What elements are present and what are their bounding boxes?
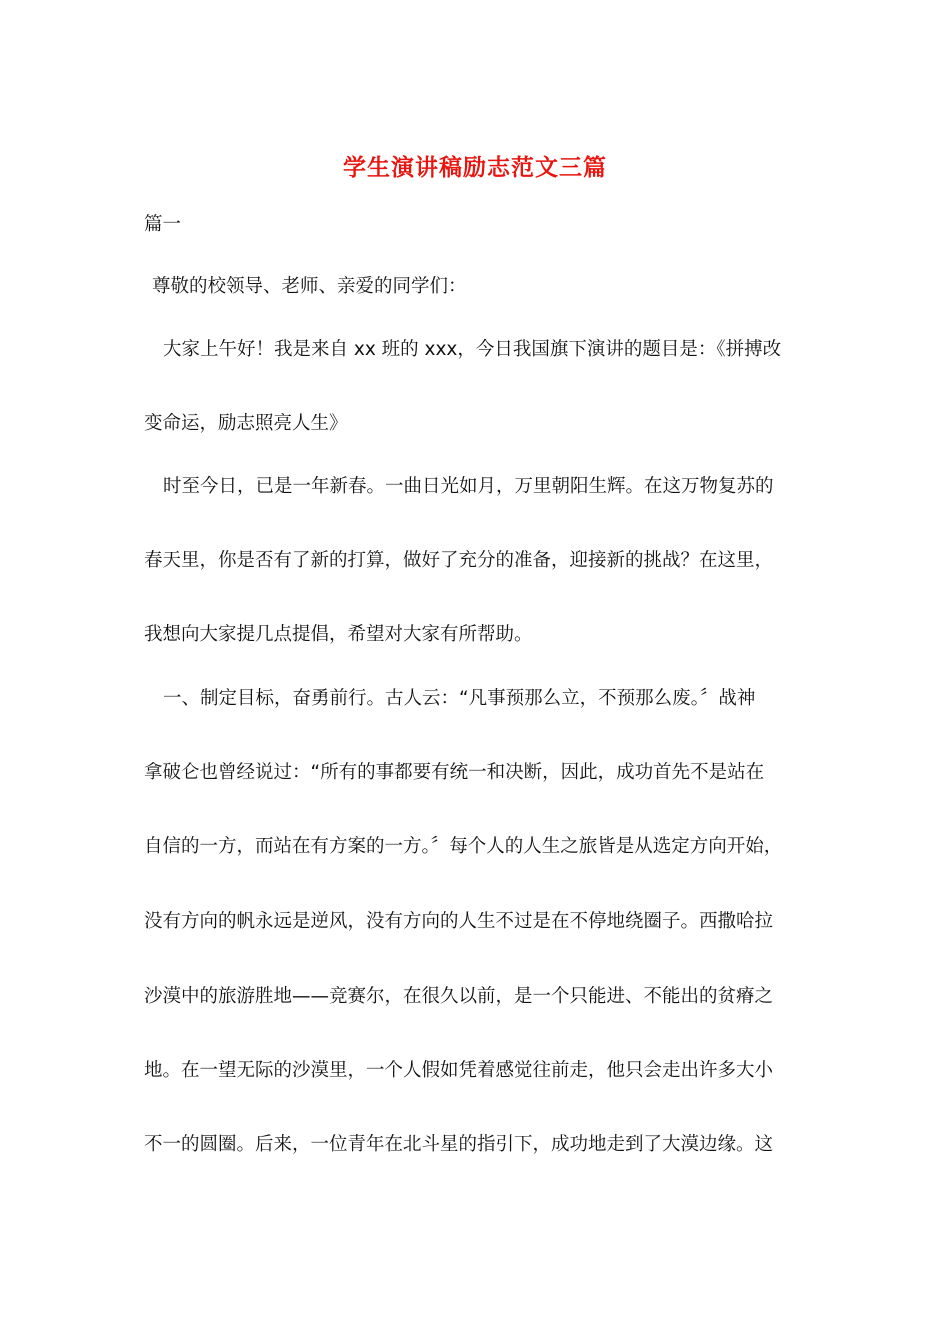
paragraph-line: 不一的圆圈。后来，一位青年在北斗星的指引下，成功地走到了大漠边缘。这 — [144, 1134, 774, 1155]
paragraph-line: 变命运，励志照亮人生》 — [144, 413, 348, 434]
paragraph-line: 拿破仑也曾经说过：“所有的事都要有统一和决断，因此，成功首先不是站在 — [144, 762, 765, 783]
paragraph-line: 沙漠中的旅游胜地——竞赛尔，在很久以前，是一个只能进、不能出的贫瘠之 — [144, 986, 774, 1007]
section-heading: 篇一 — [144, 214, 182, 235]
paragraph-line: 自信的一方，而站在有方案的一方。〞每个人的人生之旅皆是从选定方向开始， — [144, 836, 783, 857]
paragraph-line: 地。在一望无际的沙漠里，一个人假如凭着感觉往前走，他只会走出许多大小 — [144, 1060, 774, 1081]
paragraph-line: 没有方向的帆永远是逆风，没有方向的人生不过是在不停地绕圈子。西撒哈拉 — [144, 911, 774, 932]
paragraph-line: 春天里，你是否有了新的打算，做好了充分的准备，迎接新的挑战？在这里， — [144, 550, 774, 571]
greeting-line: 尊敬的校领导、老师、亲爱的同学们： — [152, 276, 467, 297]
document-title: 学生演讲稿励志范文三篇 — [343, 154, 607, 181]
paragraph-line: 大家上午好！我是来自 xx 班的 xxx，今日我国旗下演讲的题目是：《拼搏改 — [163, 339, 782, 360]
paragraph-line: 我想向大家提几点提倡，希望对大家有所帮助。 — [144, 624, 533, 645]
paragraph-line: 时至今日，已是一年新春。一曲日光如月，万里朝阳生辉。在这万物复苏的 — [163, 476, 774, 497]
paragraph-line: 一、制定目标，奋勇前行。古人云：“凡事预那么立，不预那么废。〞战神 — [163, 688, 756, 709]
